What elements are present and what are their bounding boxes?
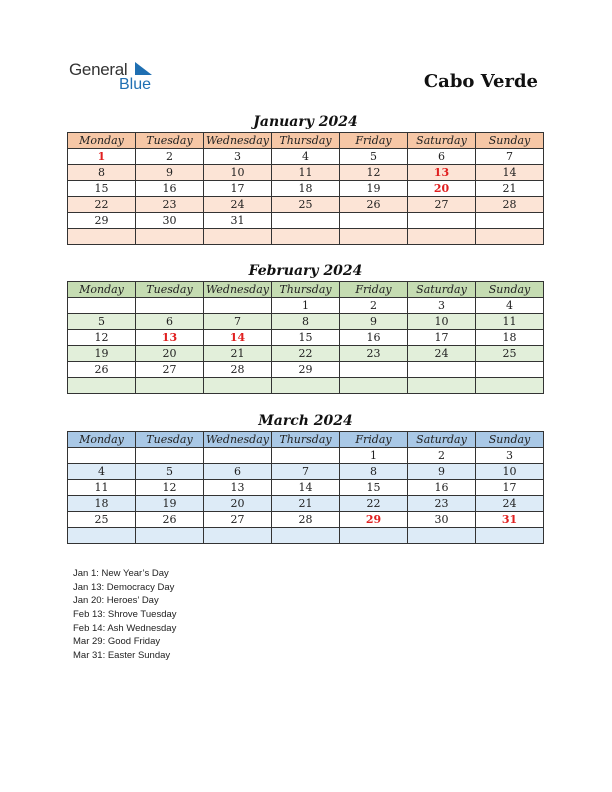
month-title: February 2024 (248, 263, 363, 279)
day-cell: 21 (476, 181, 544, 197)
holiday-item: Feb 13: Shrove Tuesday (73, 609, 177, 621)
day-cell: 3 (408, 298, 476, 314)
day-cell: 20 (136, 346, 204, 362)
week-row (68, 298, 544, 314)
day-cell: 18 (68, 496, 136, 512)
day-cell (340, 229, 408, 245)
day-cell (408, 213, 476, 229)
day-cell: 23 (136, 197, 204, 213)
day-cell (476, 362, 544, 378)
day-cell (204, 378, 272, 394)
day-cell: 18 (272, 181, 340, 197)
day-cell (340, 378, 408, 394)
holiday-item: Mar 29: Good Friday (73, 636, 161, 648)
week-row (68, 149, 544, 165)
weekday-header: Wednesday (204, 282, 272, 298)
day-cell: 12 (340, 165, 408, 181)
day-cell: 17 (476, 480, 544, 496)
day-cell: 17 (204, 181, 272, 197)
day-cell: 26 (68, 362, 136, 378)
day-cell: 10 (408, 314, 476, 330)
day-cell (272, 528, 340, 544)
day-cell: 11 (68, 480, 136, 496)
day-cell (340, 362, 408, 378)
day-cell: 7 (272, 464, 340, 480)
week-row (68, 330, 544, 346)
day-cell: 16 (340, 330, 408, 346)
day-cell: 18 (476, 330, 544, 346)
week-row (68, 528, 544, 544)
week-row (68, 362, 544, 378)
day-cell: 1 (340, 448, 408, 464)
day-cell: 1 (68, 149, 136, 165)
day-cell (204, 448, 272, 464)
day-cell: 25 (272, 197, 340, 213)
day-cell: 28 (476, 197, 544, 213)
weekday-header: Saturday (408, 282, 476, 298)
day-cell: 24 (204, 197, 272, 213)
day-cell: 14 (204, 330, 272, 346)
day-cell: 10 (476, 464, 544, 480)
day-cell (136, 378, 204, 394)
day-cell: 12 (68, 330, 136, 346)
day-cell: 14 (476, 165, 544, 181)
day-cell: 15 (68, 181, 136, 197)
day-cell (136, 448, 204, 464)
day-cell (408, 528, 476, 544)
day-cell: 31 (204, 213, 272, 229)
day-cell: 7 (476, 149, 544, 165)
day-cell: 11 (476, 314, 544, 330)
month-title: January 2024 (253, 114, 358, 130)
weekday-header-row (68, 282, 544, 298)
day-cell: 13 (136, 330, 204, 346)
day-cell: 16 (136, 181, 204, 197)
calendar-table (67, 431, 544, 544)
day-cell: 8 (272, 314, 340, 330)
month-january (67, 112, 544, 245)
day-cell: 25 (68, 512, 136, 528)
day-cell (340, 213, 408, 229)
day-cell (68, 229, 136, 245)
day-cell: 3 (204, 149, 272, 165)
day-cell: 27 (136, 362, 204, 378)
day-cell (204, 298, 272, 314)
holiday-item: Feb 14: Ash Wednesday (73, 622, 177, 634)
day-cell: 4 (68, 464, 136, 480)
week-row (68, 346, 544, 362)
day-cell: 8 (68, 165, 136, 181)
day-cell (68, 378, 136, 394)
day-cell (408, 229, 476, 245)
day-cell: 20 (204, 496, 272, 512)
day-cell: 20 (408, 181, 476, 197)
day-cell (136, 528, 204, 544)
day-cell: 19 (340, 181, 408, 197)
day-cell (136, 298, 204, 314)
day-cell: 24 (476, 496, 544, 512)
weekday-header: Sunday (476, 432, 544, 448)
day-cell: 22 (272, 346, 340, 362)
weekday-header: Thursday (272, 432, 340, 448)
day-cell (408, 378, 476, 394)
day-cell: 13 (204, 480, 272, 496)
week-row (68, 464, 544, 480)
day-cell: 28 (204, 362, 272, 378)
week-row (68, 314, 544, 330)
logo-blue-text: Blue (119, 76, 152, 93)
week-row (68, 165, 544, 181)
day-cell: 2 (408, 448, 476, 464)
logo-triangle-icon (133, 62, 153, 76)
day-cell: 30 (408, 512, 476, 528)
day-cell: 7 (204, 314, 272, 330)
month-title: March 2024 (258, 413, 353, 429)
day-cell: 23 (408, 496, 476, 512)
weekday-header: Monday (68, 282, 136, 298)
day-cell: 1 (272, 298, 340, 314)
calendar-table (67, 281, 544, 394)
generalblue-logo (69, 60, 169, 96)
day-cell: 2 (340, 298, 408, 314)
day-cell (476, 229, 544, 245)
day-cell: 11 (272, 165, 340, 181)
holiday-item: Jan 20: Heroes’ Day (73, 595, 159, 607)
day-cell: 16 (408, 480, 476, 496)
day-cell: 2 (136, 149, 204, 165)
weekday-header-row (68, 432, 544, 448)
day-cell: 6 (408, 149, 476, 165)
day-cell: 19 (68, 346, 136, 362)
holiday-item: Jan 1: New Year’s Day (73, 568, 169, 579)
calendar-body (68, 298, 544, 394)
day-cell (204, 528, 272, 544)
week-row (68, 229, 544, 245)
weekday-header: Friday (340, 133, 408, 149)
day-cell (272, 213, 340, 229)
month-february (67, 261, 544, 394)
weekday-header: Thursday (272, 282, 340, 298)
day-cell: 6 (204, 464, 272, 480)
day-cell: 30 (136, 213, 204, 229)
country-title: Cabo Verde (423, 71, 538, 92)
day-cell (272, 448, 340, 464)
day-cell: 31 (476, 512, 544, 528)
day-cell: 6 (136, 314, 204, 330)
week-row (68, 480, 544, 496)
day-cell: 23 (340, 346, 408, 362)
week-row (68, 496, 544, 512)
day-cell (68, 448, 136, 464)
day-cell: 29 (340, 512, 408, 528)
day-cell: 9 (136, 165, 204, 181)
calendar-body (68, 149, 544, 245)
day-cell: 10 (204, 165, 272, 181)
day-cell: 26 (136, 512, 204, 528)
day-cell: 27 (408, 197, 476, 213)
day-cell: 21 (272, 496, 340, 512)
weekday-header: Saturday (408, 133, 476, 149)
day-cell (272, 378, 340, 394)
month-march (67, 411, 544, 544)
week-row (68, 378, 544, 394)
day-cell (476, 528, 544, 544)
holiday-list (73, 567, 177, 663)
weekday-header: Tuesday (136, 432, 204, 448)
day-cell (340, 528, 408, 544)
day-cell: 22 (68, 197, 136, 213)
weekday-header: Monday (68, 432, 136, 448)
calendar-table (67, 132, 544, 245)
day-cell (476, 213, 544, 229)
weekday-header: Tuesday (136, 133, 204, 149)
day-cell (408, 362, 476, 378)
weekday-header: Tuesday (136, 282, 204, 298)
day-cell: 9 (340, 314, 408, 330)
weekday-header: Saturday (408, 432, 476, 448)
day-cell: 15 (340, 480, 408, 496)
day-cell: 25 (476, 346, 544, 362)
weekday-header: Monday (68, 133, 136, 149)
weekday-header-row (68, 133, 544, 149)
day-cell: 4 (272, 149, 340, 165)
day-cell: 24 (408, 346, 476, 362)
weekday-header: Sunday (476, 282, 544, 298)
day-cell: 13 (408, 165, 476, 181)
day-cell (204, 229, 272, 245)
calendar-body (68, 448, 544, 544)
day-cell: 5 (340, 149, 408, 165)
day-cell: 22 (340, 496, 408, 512)
weekday-header: Friday (340, 282, 408, 298)
day-cell: 5 (68, 314, 136, 330)
day-cell (272, 229, 340, 245)
weekday-header: Thursday (272, 133, 340, 149)
week-row (68, 197, 544, 213)
logo-general-text: General (69, 60, 128, 79)
day-cell: 3 (476, 448, 544, 464)
day-cell: 17 (408, 330, 476, 346)
day-cell: 27 (204, 512, 272, 528)
day-cell: 9 (408, 464, 476, 480)
weekday-header: Friday (340, 432, 408, 448)
holiday-item: Jan 13: Democracy Day (73, 581, 175, 593)
week-row (68, 181, 544, 197)
weekday-header: Wednesday (204, 133, 272, 149)
weekday-header: Sunday (476, 133, 544, 149)
day-cell: 29 (68, 213, 136, 229)
day-cell: 12 (136, 480, 204, 496)
day-cell: 4 (476, 298, 544, 314)
day-cell (476, 378, 544, 394)
day-cell: 14 (272, 480, 340, 496)
day-cell (136, 229, 204, 245)
day-cell: 8 (340, 464, 408, 480)
day-cell (68, 298, 136, 314)
day-cell: 15 (272, 330, 340, 346)
day-cell (68, 528, 136, 544)
day-cell: 21 (204, 346, 272, 362)
weekday-header: Wednesday (204, 432, 272, 448)
day-cell: 26 (340, 197, 408, 213)
day-cell: 28 (272, 512, 340, 528)
day-cell: 29 (272, 362, 340, 378)
week-row (68, 213, 544, 229)
day-cell: 19 (136, 496, 204, 512)
day-cell: 5 (136, 464, 204, 480)
holiday-item: Mar 31: Easter Sunday (73, 650, 171, 662)
week-row (68, 512, 544, 528)
week-row (68, 448, 544, 464)
